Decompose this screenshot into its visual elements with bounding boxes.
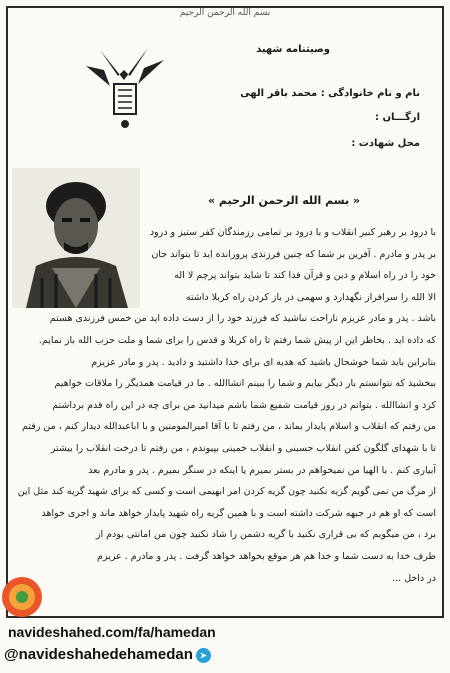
martyr-portrait-photo (12, 168, 140, 308)
document-title: وصیتنامه شهید (256, 44, 330, 55)
name-field: نام و نام خانوادگی : محمد باقر الهی (240, 88, 420, 99)
will-text-line: برد ، من میگویم که بی قراری نکنید با گریه دشمن را شاد نکنید چون من امانتی بودم از (95, 529, 436, 541)
body-basmala: « بسم الله الرحمن الرحیم » (207, 194, 361, 207)
will-text-line: از مرگ من نمی گویم گریه نکنید چون گریه کردن امر ابهیمی است و کسی که برای شهید گریه کند مثل این (17, 486, 436, 498)
martyrdom-place-field: محل شهادت : (351, 138, 420, 149)
will-text-line: تا با شهدای گلگون کفن انقلاب حسینی و انقلاب خمینی بپیوندم ، من رفتم تا درخت انقلاب را بیشتر (50, 443, 436, 454)
top-basmala: بسم الله الرحمن الرحیم (179, 8, 271, 18)
will-text-line: باشد . پدر و مادر عزیزم ناراحت نباشید که فرزند خود را از دست داده اید من خمس فرزندی هستم (49, 313, 436, 325)
will-text-line: آبیاری کنم . با الهیا من نمیخواهم در بستر بمیرم یا اینکه در سنگر بمیرم . پدر و مادرم بعد (88, 464, 436, 476)
will-text-line: در داخل ... (392, 572, 436, 584)
telegram-icon: ➤ (196, 648, 211, 663)
will-text-line: من رفتم که انقلاب و اسلام پایدار بماند ، من رفتم تا با آقا امیرالمومنین و با اباعبدالله دیدار کنم ، من رفتم (22, 421, 436, 433)
navideshahed-badge-icon (0, 575, 44, 619)
will-text-line: الا الله را سرافراز نگهدارد و سهمی در باز کردن راه کربلا داشته (185, 291, 436, 303)
watermark-telegram (4, 646, 211, 663)
organization-field: ارگـــان : (374, 112, 420, 123)
will-text-line: خود را در راه اسلام و دین و قرآن فدا کند تا شاید بتواند پرچم لا اله (174, 270, 436, 282)
telegram-handle: @navideshahedehamedan (4, 646, 193, 663)
will-text-line: طرف خدا به دست شما و خدا هم هر موقع بخواهد خواهد گرفت . پدر و مادرم . عزیزم (97, 551, 436, 562)
martyr-foundation-logo-icon (80, 40, 168, 132)
will-text-line: بنابراین باید شما خوشحال باشید که هدیه ای برای خدا داشتید و دادید . پدر و مادر عزیزم (91, 356, 436, 368)
will-text-line: با درود بر رهبر کبیر انقلاب و با درود بر تمامی رزمندگان کفر ستیز و درود (149, 227, 436, 238)
will-text-line: بر پدر و مادرم . آفرین بر شما که چنین فرزندی پرورانده اید تا بتواند جان (151, 248, 436, 260)
will-text-line: کرد و انشاالله . بتوانم در روز قیامت شفیع شما باشم میدانید من برای چه در این راه قدم برداشتم (52, 399, 436, 411)
will-text-line: است که او هم در جبهه شرکت داشته است و با همین گریه راه شهید پایدار خواهد ماند و اجری خواهد (41, 507, 436, 519)
will-text-line: که داده اید . بخاطر این از پیش شما رفتم تا راه کربلا و قدس را برای شما و ملت حزب الله باز نمایم. (38, 335, 436, 346)
watermark-url: navideshahed.com/fa/hamedan (8, 624, 216, 640)
will-text-line: ببخشید که نتوانستم بار دیگر بیایم و شما را ببینم انشاالله . ما در قیامت همدیگر را ملاقات خواهیم (54, 378, 436, 390)
